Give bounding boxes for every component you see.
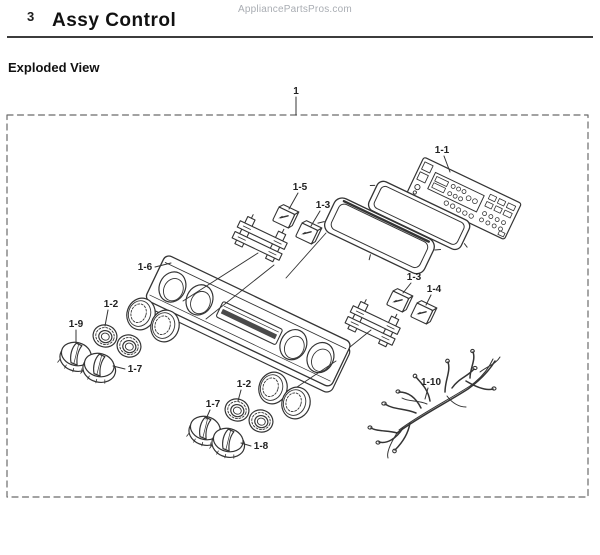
page-number: 3: [27, 9, 35, 24]
part-damper-1-5: [273, 203, 299, 229]
svg-text:1: 1: [293, 86, 299, 97]
callout-1-2-bottom: [237, 379, 252, 401]
svg-text:1-1: 1-1: [434, 145, 450, 156]
section-label-exploded-view: Exploded View: [8, 60, 100, 75]
callout-assembly-1: [293, 86, 299, 115]
svg-text:1-4: 1-4: [426, 284, 442, 295]
watermark-text: AppliancePartsPros.com: [238, 4, 352, 15]
svg-text:1-7: 1-7: [205, 399, 221, 410]
callout-1-5: [289, 182, 308, 209]
svg-text:1-3: 1-3: [406, 272, 422, 283]
callout-1-10: [421, 377, 441, 399]
part-ring-bottom-2: [246, 407, 276, 435]
part-ring-left-2: [114, 332, 144, 360]
svg-text:1-3: 1-3: [315, 200, 331, 211]
svg-text:1-9: 1-9: [68, 319, 84, 330]
svg-text:1-8: 1-8: [253, 441, 269, 452]
callout-1-4: [426, 284, 442, 305]
svg-text:1-10: 1-10: [420, 377, 442, 388]
svg-text:1-2: 1-2: [236, 379, 252, 390]
callout-1-8: [241, 441, 269, 452]
part-wire-harness: [368, 349, 500, 458]
callout-1-9: [69, 319, 84, 342]
svg-text:1-2: 1-2: [103, 299, 119, 310]
svg-text:1-7: 1-7: [127, 364, 143, 375]
svg-text:1-5: 1-5: [292, 182, 308, 193]
part-ring-bottom-1: [222, 396, 252, 424]
callout-1-7-bottom: [206, 399, 221, 419]
page-title: Assy Control: [52, 10, 177, 31]
callout-1-2-left: [104, 299, 119, 326]
part-damper-1-3-right: [387, 287, 413, 313]
callout-1-3-right: [403, 272, 422, 293]
diagram-dashed-border: [7, 115, 588, 497]
part-damper-1-4: [411, 299, 437, 325]
callout-1-7-left: [113, 364, 143, 375]
svg-text:1-6: 1-6: [137, 262, 153, 273]
